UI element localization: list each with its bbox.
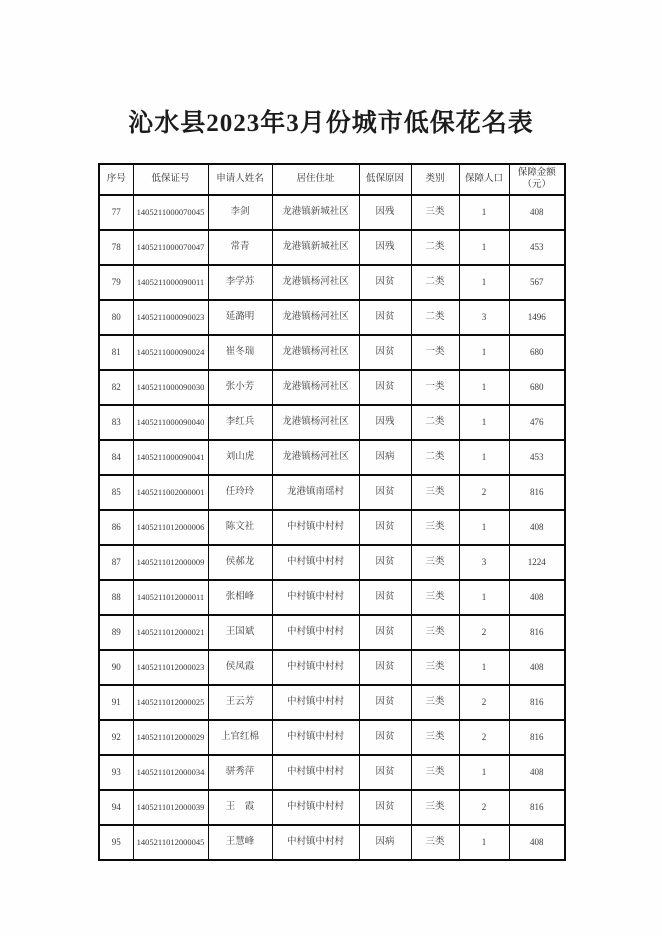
cell-covered-population: 1 [459, 335, 509, 370]
cell-covered-population: 1 [459, 825, 509, 860]
cell-allowance-amount: 453 [509, 230, 565, 265]
cell-applicant-name: 延潞明 [208, 300, 272, 335]
cell-certificate-number: 1405211012000039 [133, 790, 208, 825]
cell-residence-address: 龙港镇杨河社区 [272, 265, 359, 300]
cell-covered-population: 1 [459, 650, 509, 685]
cell-sequence-number: 85 [99, 475, 133, 510]
cell-sequence-number: 86 [99, 510, 133, 545]
table-row [99, 720, 565, 755]
cell-category: 三类 [411, 720, 459, 755]
table-row [99, 195, 565, 230]
cell-residence-address: 龙港镇新城社区 [272, 230, 359, 265]
cell-allowance-amount: 680 [509, 370, 565, 405]
table-row [99, 580, 565, 615]
table-row [99, 825, 565, 860]
cell-allowance-reason: 因贫 [359, 335, 411, 370]
cell-residence-address: 中村镇中村村 [272, 825, 359, 860]
table-row [99, 755, 565, 790]
cell-sequence-number: 78 [99, 230, 133, 265]
cell-category: 二类 [411, 230, 459, 265]
cell-category: 三类 [411, 475, 459, 510]
cell-sequence-number: 81 [99, 335, 133, 370]
cell-category: 一类 [411, 335, 459, 370]
cell-sequence-number: 94 [99, 790, 133, 825]
cell-allowance-amount: 408 [509, 825, 565, 860]
cell-allowance-amount: 816 [509, 720, 565, 755]
column-header: 居住住址 [272, 164, 359, 195]
cell-sequence-number: 80 [99, 300, 133, 335]
cell-category: 二类 [411, 405, 459, 440]
table-row [99, 230, 565, 265]
column-header: 保障金额（元） [509, 164, 565, 195]
cell-covered-population: 1 [459, 370, 509, 405]
cell-category: 三类 [411, 580, 459, 615]
cell-certificate-number: 1405211000090040 [133, 405, 208, 440]
cell-residence-address: 中村镇中村村 [272, 685, 359, 720]
cell-residence-address: 龙港镇南瑶村 [272, 475, 359, 510]
cell-certificate-number: 1405211012000045 [133, 825, 208, 860]
cell-certificate-number: 1405211000090030 [133, 370, 208, 405]
cell-applicant-name: 王云芳 [208, 685, 272, 720]
table-row [99, 650, 565, 685]
cell-allowance-amount: 408 [509, 195, 565, 230]
column-header: 低保原因 [359, 164, 411, 195]
cell-category: 三类 [411, 545, 459, 580]
cell-sequence-number: 89 [99, 615, 133, 650]
cell-applicant-name: 上官红棉 [208, 720, 272, 755]
cell-applicant-name: 王 霞 [208, 790, 272, 825]
table-row [99, 300, 565, 335]
cell-allowance-reason: 因残 [359, 405, 411, 440]
cell-applicant-name: 常青 [208, 230, 272, 265]
table-header-row [99, 164, 565, 195]
column-header: 序号 [99, 164, 133, 195]
cell-certificate-number: 1405211012000006 [133, 510, 208, 545]
cell-category: 三类 [411, 825, 459, 860]
table-row [99, 405, 565, 440]
cell-category: 三类 [411, 650, 459, 685]
column-header: 类别 [411, 164, 459, 195]
cell-sequence-number: 87 [99, 545, 133, 580]
cell-allowance-reason: 因残 [359, 195, 411, 230]
table-body [99, 195, 565, 860]
cell-sequence-number: 91 [99, 685, 133, 720]
cell-sequence-number: 79 [99, 265, 133, 300]
cell-allowance-reason: 因贫 [359, 650, 411, 685]
cell-applicant-name: 刘山虎 [208, 440, 272, 475]
cell-applicant-name: 李红兵 [208, 405, 272, 440]
cell-allowance-amount: 453 [509, 440, 565, 475]
column-header: 低保证号 [133, 164, 208, 195]
cell-applicant-name: 李学苏 [208, 265, 272, 300]
cell-covered-population: 1 [459, 510, 509, 545]
table-header [99, 164, 565, 195]
cell-allowance-reason: 因贫 [359, 720, 411, 755]
cell-allowance-amount: 1224 [509, 545, 565, 580]
cell-allowance-amount: 408 [509, 650, 565, 685]
cell-category: 三类 [411, 615, 459, 650]
table-row [99, 510, 565, 545]
cell-allowance-amount: 816 [509, 475, 565, 510]
cell-applicant-name: 崔冬瑞 [208, 335, 272, 370]
cell-applicant-name: 侯郝龙 [208, 545, 272, 580]
cell-allowance-reason: 因贫 [359, 685, 411, 720]
cell-sequence-number: 77 [99, 195, 133, 230]
cell-covered-population: 1 [459, 755, 509, 790]
cell-covered-population: 2 [459, 685, 509, 720]
cell-allowance-reason: 因贫 [359, 545, 411, 580]
cell-applicant-name: 王国斌 [208, 615, 272, 650]
cell-applicant-name: 侯凤霞 [208, 650, 272, 685]
cell-certificate-number: 1405211012000023 [133, 650, 208, 685]
cell-residence-address: 龙港镇杨河社区 [272, 300, 359, 335]
cell-residence-address: 龙港镇新城社区 [272, 195, 359, 230]
cell-covered-population: 1 [459, 580, 509, 615]
cell-allowance-amount: 1496 [509, 300, 565, 335]
table-row [99, 615, 565, 650]
cell-residence-address: 龙港镇杨河社区 [272, 335, 359, 370]
cell-sequence-number: 90 [99, 650, 133, 685]
cell-covered-population: 2 [459, 615, 509, 650]
cell-applicant-name: 陈文社 [208, 510, 272, 545]
cell-certificate-number: 1405211012000025 [133, 685, 208, 720]
cell-residence-address: 龙港镇杨河社区 [272, 370, 359, 405]
cell-allowance-reason: 因贫 [359, 475, 411, 510]
cell-certificate-number: 1405211000090041 [133, 440, 208, 475]
cell-category: 一类 [411, 370, 459, 405]
welfare-roster-table [98, 163, 566, 861]
cell-covered-population: 3 [459, 545, 509, 580]
cell-allowance-amount: 476 [509, 405, 565, 440]
document-title: 沁水县2023年3月份城市低保花名表 [128, 110, 534, 137]
cell-covered-population: 1 [459, 405, 509, 440]
cell-covered-population: 1 [459, 265, 509, 300]
cell-allowance-reason: 因贫 [359, 790, 411, 825]
cell-certificate-number: 1405211012000029 [133, 720, 208, 755]
column-header: 申请人姓名 [208, 164, 272, 195]
cell-residence-address: 中村镇中村村 [272, 615, 359, 650]
cell-covered-population: 1 [459, 440, 509, 475]
table-row [99, 545, 565, 580]
cell-residence-address: 中村镇中村村 [272, 720, 359, 755]
cell-certificate-number: 1405211012000009 [133, 545, 208, 580]
table-row [99, 475, 565, 510]
cell-sequence-number: 93 [99, 755, 133, 790]
cell-category: 三类 [411, 685, 459, 720]
cell-allowance-reason: 因病 [359, 440, 411, 475]
cell-allowance-reason: 因病 [359, 825, 411, 860]
table-row [99, 440, 565, 475]
cell-allowance-reason: 因贫 [359, 580, 411, 615]
table-row [99, 265, 565, 300]
cell-residence-address: 中村镇中村村 [272, 650, 359, 685]
cell-certificate-number: 1405211000090011 [133, 265, 208, 300]
cell-category: 二类 [411, 300, 459, 335]
cell-category: 三类 [411, 755, 459, 790]
cell-allowance-reason: 因贫 [359, 300, 411, 335]
cell-applicant-name: 张相峰 [208, 580, 272, 615]
cell-residence-address: 中村镇中村村 [272, 545, 359, 580]
cell-allowance-reason: 因贫 [359, 370, 411, 405]
cell-covered-population: 3 [459, 300, 509, 335]
cell-category: 三类 [411, 195, 459, 230]
cell-allowance-amount: 408 [509, 580, 565, 615]
cell-residence-address: 龙港镇杨河社区 [272, 405, 359, 440]
cell-covered-population: 2 [459, 790, 509, 825]
cell-sequence-number: 88 [99, 580, 133, 615]
cell-category: 三类 [411, 790, 459, 825]
cell-category: 二类 [411, 265, 459, 300]
cell-covered-population: 2 [459, 720, 509, 755]
cell-sequence-number: 83 [99, 405, 133, 440]
table-row [99, 685, 565, 720]
cell-residence-address: 中村镇中村村 [272, 755, 359, 790]
column-header: 保障人口 [459, 164, 509, 195]
cell-covered-population: 1 [459, 195, 509, 230]
cell-applicant-name: 任玲玲 [208, 475, 272, 510]
cell-residence-address: 龙港镇杨河社区 [272, 440, 359, 475]
cell-covered-population: 1 [459, 230, 509, 265]
table-row [99, 370, 565, 405]
cell-residence-address: 中村镇中村村 [272, 790, 359, 825]
cell-allowance-reason: 因贫 [359, 615, 411, 650]
cell-applicant-name: 王慧峰 [208, 825, 272, 860]
cell-sequence-number: 82 [99, 370, 133, 405]
cell-certificate-number: 1405211000070047 [133, 230, 208, 265]
table-row [99, 335, 565, 370]
cell-sequence-number: 84 [99, 440, 133, 475]
cell-sequence-number: 92 [99, 720, 133, 755]
cell-residence-address: 中村镇中村村 [272, 510, 359, 545]
cell-certificate-number: 1405211012000011 [133, 580, 208, 615]
cell-residence-address: 中村镇中村村 [272, 580, 359, 615]
cell-allowance-amount: 408 [509, 510, 565, 545]
cell-category: 三类 [411, 510, 459, 545]
cell-allowance-amount: 816 [509, 615, 565, 650]
cell-certificate-number: 1405211012000021 [133, 615, 208, 650]
cell-allowance-amount: 408 [509, 755, 565, 790]
cell-allowance-amount: 816 [509, 790, 565, 825]
cell-allowance-reason: 因贫 [359, 755, 411, 790]
cell-applicant-name: 骈秀萍 [208, 755, 272, 790]
cell-applicant-name: 李剑 [208, 195, 272, 230]
cell-sequence-number: 95 [99, 825, 133, 860]
cell-covered-population: 2 [459, 475, 509, 510]
cell-allowance-reason: 因贫 [359, 265, 411, 300]
cell-certificate-number: 1405211000090023 [133, 300, 208, 335]
cell-applicant-name: 张小芳 [208, 370, 272, 405]
cell-certificate-number: 1405211002000001 [133, 475, 208, 510]
cell-certificate-number: 1405211000070045 [133, 195, 208, 230]
table-row [99, 790, 565, 825]
cell-allowance-amount: 816 [509, 685, 565, 720]
cell-category: 二类 [411, 440, 459, 475]
cell-allowance-reason: 因贫 [359, 510, 411, 545]
cell-allowance-amount: 680 [509, 335, 565, 370]
cell-allowance-reason: 因残 [359, 230, 411, 265]
cell-allowance-amount: 567 [509, 265, 565, 300]
cell-certificate-number: 1405211012000034 [133, 755, 208, 790]
cell-certificate-number: 1405211000090024 [133, 335, 208, 370]
